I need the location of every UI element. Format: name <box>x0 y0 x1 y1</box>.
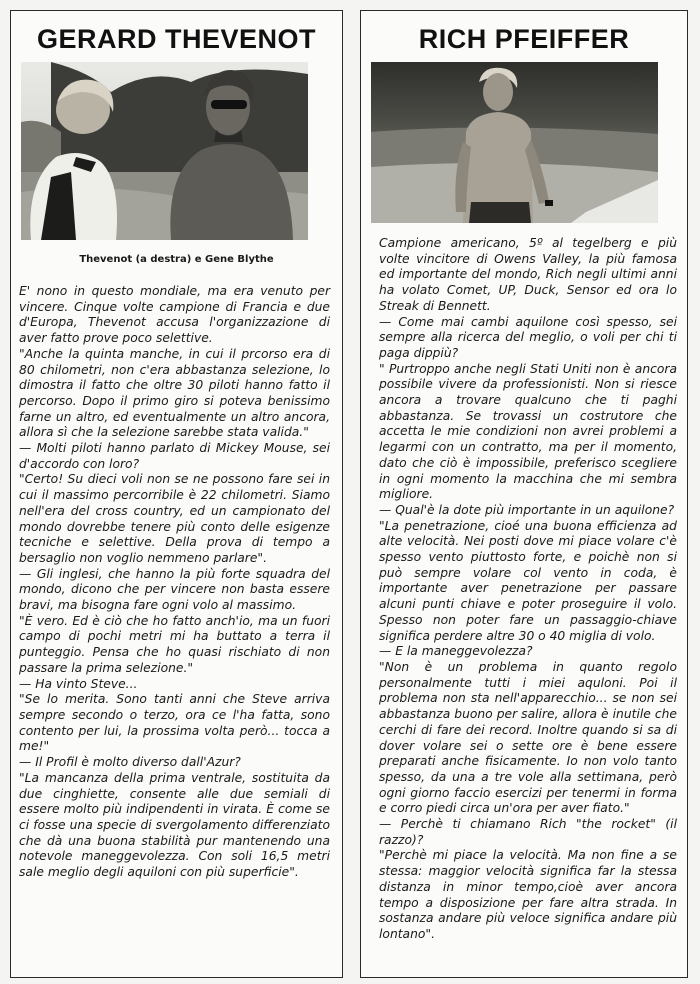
photo-illustration <box>371 62 658 223</box>
paragraph: "Non è un problema in quanto regolo personalmente tutti i miei aquloni. Poi il problema non sta nell'apparecchio... se non sei abbastanza buono per salire, allora è inutile che cerchi di fare dei record. Inoltre quando si sa di dover volare sei o sette ore è bene essere preparati anche fisicamente. Io non volo tanto spesso, da una a tre vole alla settimana, però ogni giorno faccio esercizi per tenermi in forma e corro piedi circa un'ora per aver fiato." <box>379 659 677 816</box>
paragraph: "Certo! Su dieci voli non se ne possono fare sei in cui il massimo percorribile è 22 chilometri. Siamo nell'era del cross country, ed un campionato del mondo dovrebbe tenere più conto delle esigenze tecniche e selettive. Della prova di tempo a bersaglio non voglio nemmeno parlare". <box>19 472 330 565</box>
article-column-pfeiffer <box>360 10 688 978</box>
paragraph: — Perchè ti chiamano Rich "the rocket" (il razzo)? <box>379 817 677 847</box>
paragraph: — Qual'è la dote più importante in un aquilone? <box>379 502 675 517</box>
paragraph: "Anche la quinta manche, in cui il prcorso era di 80 chilometri, non c'era abbastanza selezione, lo dimostra il fatto che oltre 30 piloti hanno fatto il percorso. Dopo il primo giro si poteva benissimo farne un altro, ed eventualmente un altro ancora, allora sì che la selezione sarebbe stata valida." <box>19 346 330 440</box>
paragraph: — Molti piloti hanno parlato di Mickey Mouse, sei d'accordo con loro? <box>19 441 330 471</box>
paragraph: "Perchè mi piace la velocità. Ma non fine a se stessa: maggior velocità significa far la stessa distanza in minor tempo,cioè aver ancora tempo a disposizione per fare altra strada. In sostanza andare più veloce significa andare più lontano". <box>379 848 677 941</box>
paragraph: "La penetrazione, cioé una buona efficienza ad alte velocità. Nei posti dove mi piace volare c'è spesso vento piuttosto forte, e poichè non si può sempre volare col vento in coda, è importante aver penetrazione per passare alcuni punti chiave e poter proseguire il volo. Spesso non poter fare un passaggio-chiave significa perdere altre 30 o 40 miglia di volo. <box>379 518 677 643</box>
photo-caption: Thevenot (a destra) e Gene Blythe <box>79 254 274 265</box>
article-column-thevenot <box>10 10 343 978</box>
paragraph: "La mancanza della prima ventrale, sostituita da due cinghiette, consente alle due semiali di essere molto più indipendenti in virata. È come se ci fosse una specie di svergolamento differenziato che dà una buona stabilità pur mantenendo una notevole maneggevolezza. Con soli 16,5 metri sale meglio degli aquiloni con più superficie". <box>19 770 330 880</box>
photo-illustration <box>21 62 308 240</box>
article-body-thevenot <box>11 284 342 881</box>
pilot-name-heading: RICH PFEIFFER <box>418 24 630 54</box>
paragraph: "Se lo merita. Sono tanti anni che Steve arriva sempre secondo o terzo, ora ce l'ha fatta, sono contento per lui, la prossima volta però... tocca a me!" <box>19 692 330 754</box>
paragraph: — Gli inglesi, che hanno la più forte squadra del mondo, dicono che per vincere non basta essere bravi, ma bisogna fare ogni volo al massimo. <box>19 566 330 613</box>
pilot-name-heading: GERARD THEVENOT <box>36 24 317 54</box>
paragraph: — Come mai cambi aquilone così spesso, sei sempre alla ricerca del meglio, o voli per chi ti paga dippiù? <box>379 314 677 360</box>
paragraph: "È vero. Ed è ciò che ho fatto anch'io, ma un fuori campo di pochi metri mi ha buttato a terra il punteggio. Pensa che ho quasi rischiato di non passare la prima selezione." <box>19 613 330 675</box>
photo-thevenot-blythe <box>21 62 308 240</box>
paragraph: — Il Profil è molto diverso dall'Azur? <box>19 755 241 770</box>
article-body-pfeiffer <box>361 236 687 943</box>
paragraph: E' nono in questo mondiale, ma era venuto per vincere. Cinque volte campione di Francia e due d'Europa, Thevenot accusa l'organizzazione di aver fatto prove poco selettive. <box>19 284 330 346</box>
paragraph: " Purtroppo anche negli Stati Uniti non è ancora possibile vivere da professionisti. Non si riesce ancora a trovare qualcuno che ti paghi abbastanza. Se trovassi un costrutore che accetta le mie condizioni non avrei problemi a legarmi con un contratto, ma per il momento, dato che ciò è impossibile, preferisco scegliere in ogni momento la macchina che mi sembra migliore. <box>379 361 677 502</box>
paragraph: Campione americano, 5º al tegelberg e più volte vincitore di Owens Valley, la più famosa ed importante del mondo, Rich negli ultimi anni ha volato Comet, UP, Duck, Sensor ed ora lo Streak di Bennett. <box>379 236 677 313</box>
photo-pfeiffer <box>371 62 658 223</box>
paragraph: — Ha vinto Steve... <box>19 676 138 691</box>
paragraph: — E la maneggevolezza? <box>379 644 533 659</box>
